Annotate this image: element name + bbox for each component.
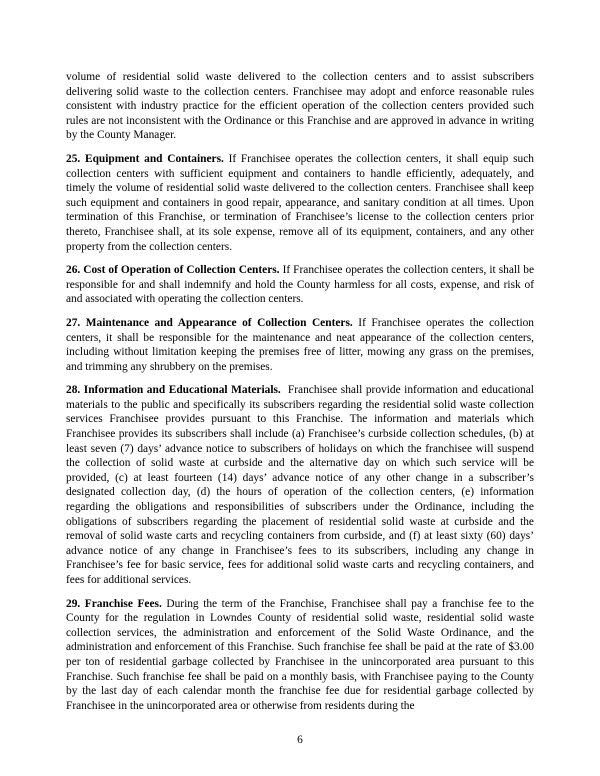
- section-body: Franchisee shall provide information and educational materials to the public and specifically its subscribers regarding the residential solid waste collection services Franchisee provides pursuant to this Franchise. The information and materials which Franchisee provides its subscribers shall include (a) Franchisee’s curbside collection schedules, (b) at least seven (7) days’ advance notice to subscribers of holidays on which the franchisee will suspend the collection of solid waste at curbside and the alternative day on which such service will be provided, (c) at least fourteen (14) days’ advance notice of any other change in a subscriber’s designated collection day, (d) the hours of operation of the collection centers, (e) information regarding the obligations and responsibilities of subscribers under the Ordinance, including the obligations of subscribers regarding the placement of residential solid waste at curbside and the removal of solid waste carts and recycling containers from curbside, and (f) at least sixty (60) days’ advance notice of any change in Franchisee’s fees to its subscribers, including any change in Franchisee’s fee for basic service, fees for additional solid waste carts and recycling containers, and fees for additional services.: [66, 384, 534, 586]
- section-body: If Franchisee operates the collection centers, it shall be responsible for the maintenance and neat appearance of the collection centers, including without limitation keeping the premises free of litter, mowing any grass on the premises, and trimming any shrubbery on the premises.: [66, 316, 534, 373]
- section-body: If Franchisee operates the collection centers, it shall equip such collection centers with sufficient equipment and containers to handle efficiently, adequately, and timely the volume of residential solid waste delivered to the collection centers. Franchisee shall keep such equipment and containers in good repair, appearance, and sanitary condition at all times. Upon termination of this Franchise, or termination of Franchisee’s license to the collection centers prior thereto, Franchisee shall, at its sole expense, remove all of its equipment, containers, and any other property from the collection centers.: [66, 152, 534, 253]
- paragraph-section-26: [66, 263, 534, 307]
- paragraph-section-27: [66, 316, 534, 374]
- paragraph-section-28: [66, 383, 534, 587]
- section-heading: 28. Information and Educational Materials.: [66, 384, 281, 397]
- paragraph-section-25: [66, 152, 534, 254]
- section-body: If Franchisee operates the collection centers, it shall be responsible for and shall indemnify and hold the County harmless for all costs, expense, and risk of and associated with operating the collection centers.: [66, 264, 534, 306]
- paragraph-section-29: [66, 597, 534, 714]
- section-body: During the term of the Franchise, Franchisee shall pay a franchise fee to the County for the regulation in Lowndes County of residential solid waste, residential solid waste collection services, the administration and enforcement of the Solid Waste Ordinance, and the administration and enforcement of this Franchise. Such franchise fee shall be paid at the rate of $3.00 per ton of residential garbage collected by Franchisee in the unincorporated area pursuant to this Franchise. Such franchise fee shall be paid on a monthly basis, with Franchisee paying to the County by the last day of each calendar month the franchise fee due for residential garbage collected by Franchisee in the unincorporated area or otherwise from residents during the: [66, 597, 534, 712]
- section-heading: 26. Cost of Operation of Collection Centers.: [66, 264, 280, 277]
- paragraph-continuation: [66, 70, 534, 143]
- section-body: volume of residential solid waste delivered to the collection centers and to assist subscribers delivering solid waste to the collection centers. Franchisee may adopt and enforce reasonable rules consistent with industry practice for the efficient operation of the collection centers provided such rules are not inconsistent with the Ordinance or this Franchise and are approved in advance in writing by the County Manager.: [66, 71, 534, 142]
- section-heading: 27. Maintenance and Appearance of Collection Centers.: [66, 316, 353, 329]
- page-number: 6: [297, 734, 303, 747]
- section-heading: 29. Franchise Fees.: [66, 597, 162, 610]
- section-heading: 25. Equipment and Containers.: [66, 152, 224, 165]
